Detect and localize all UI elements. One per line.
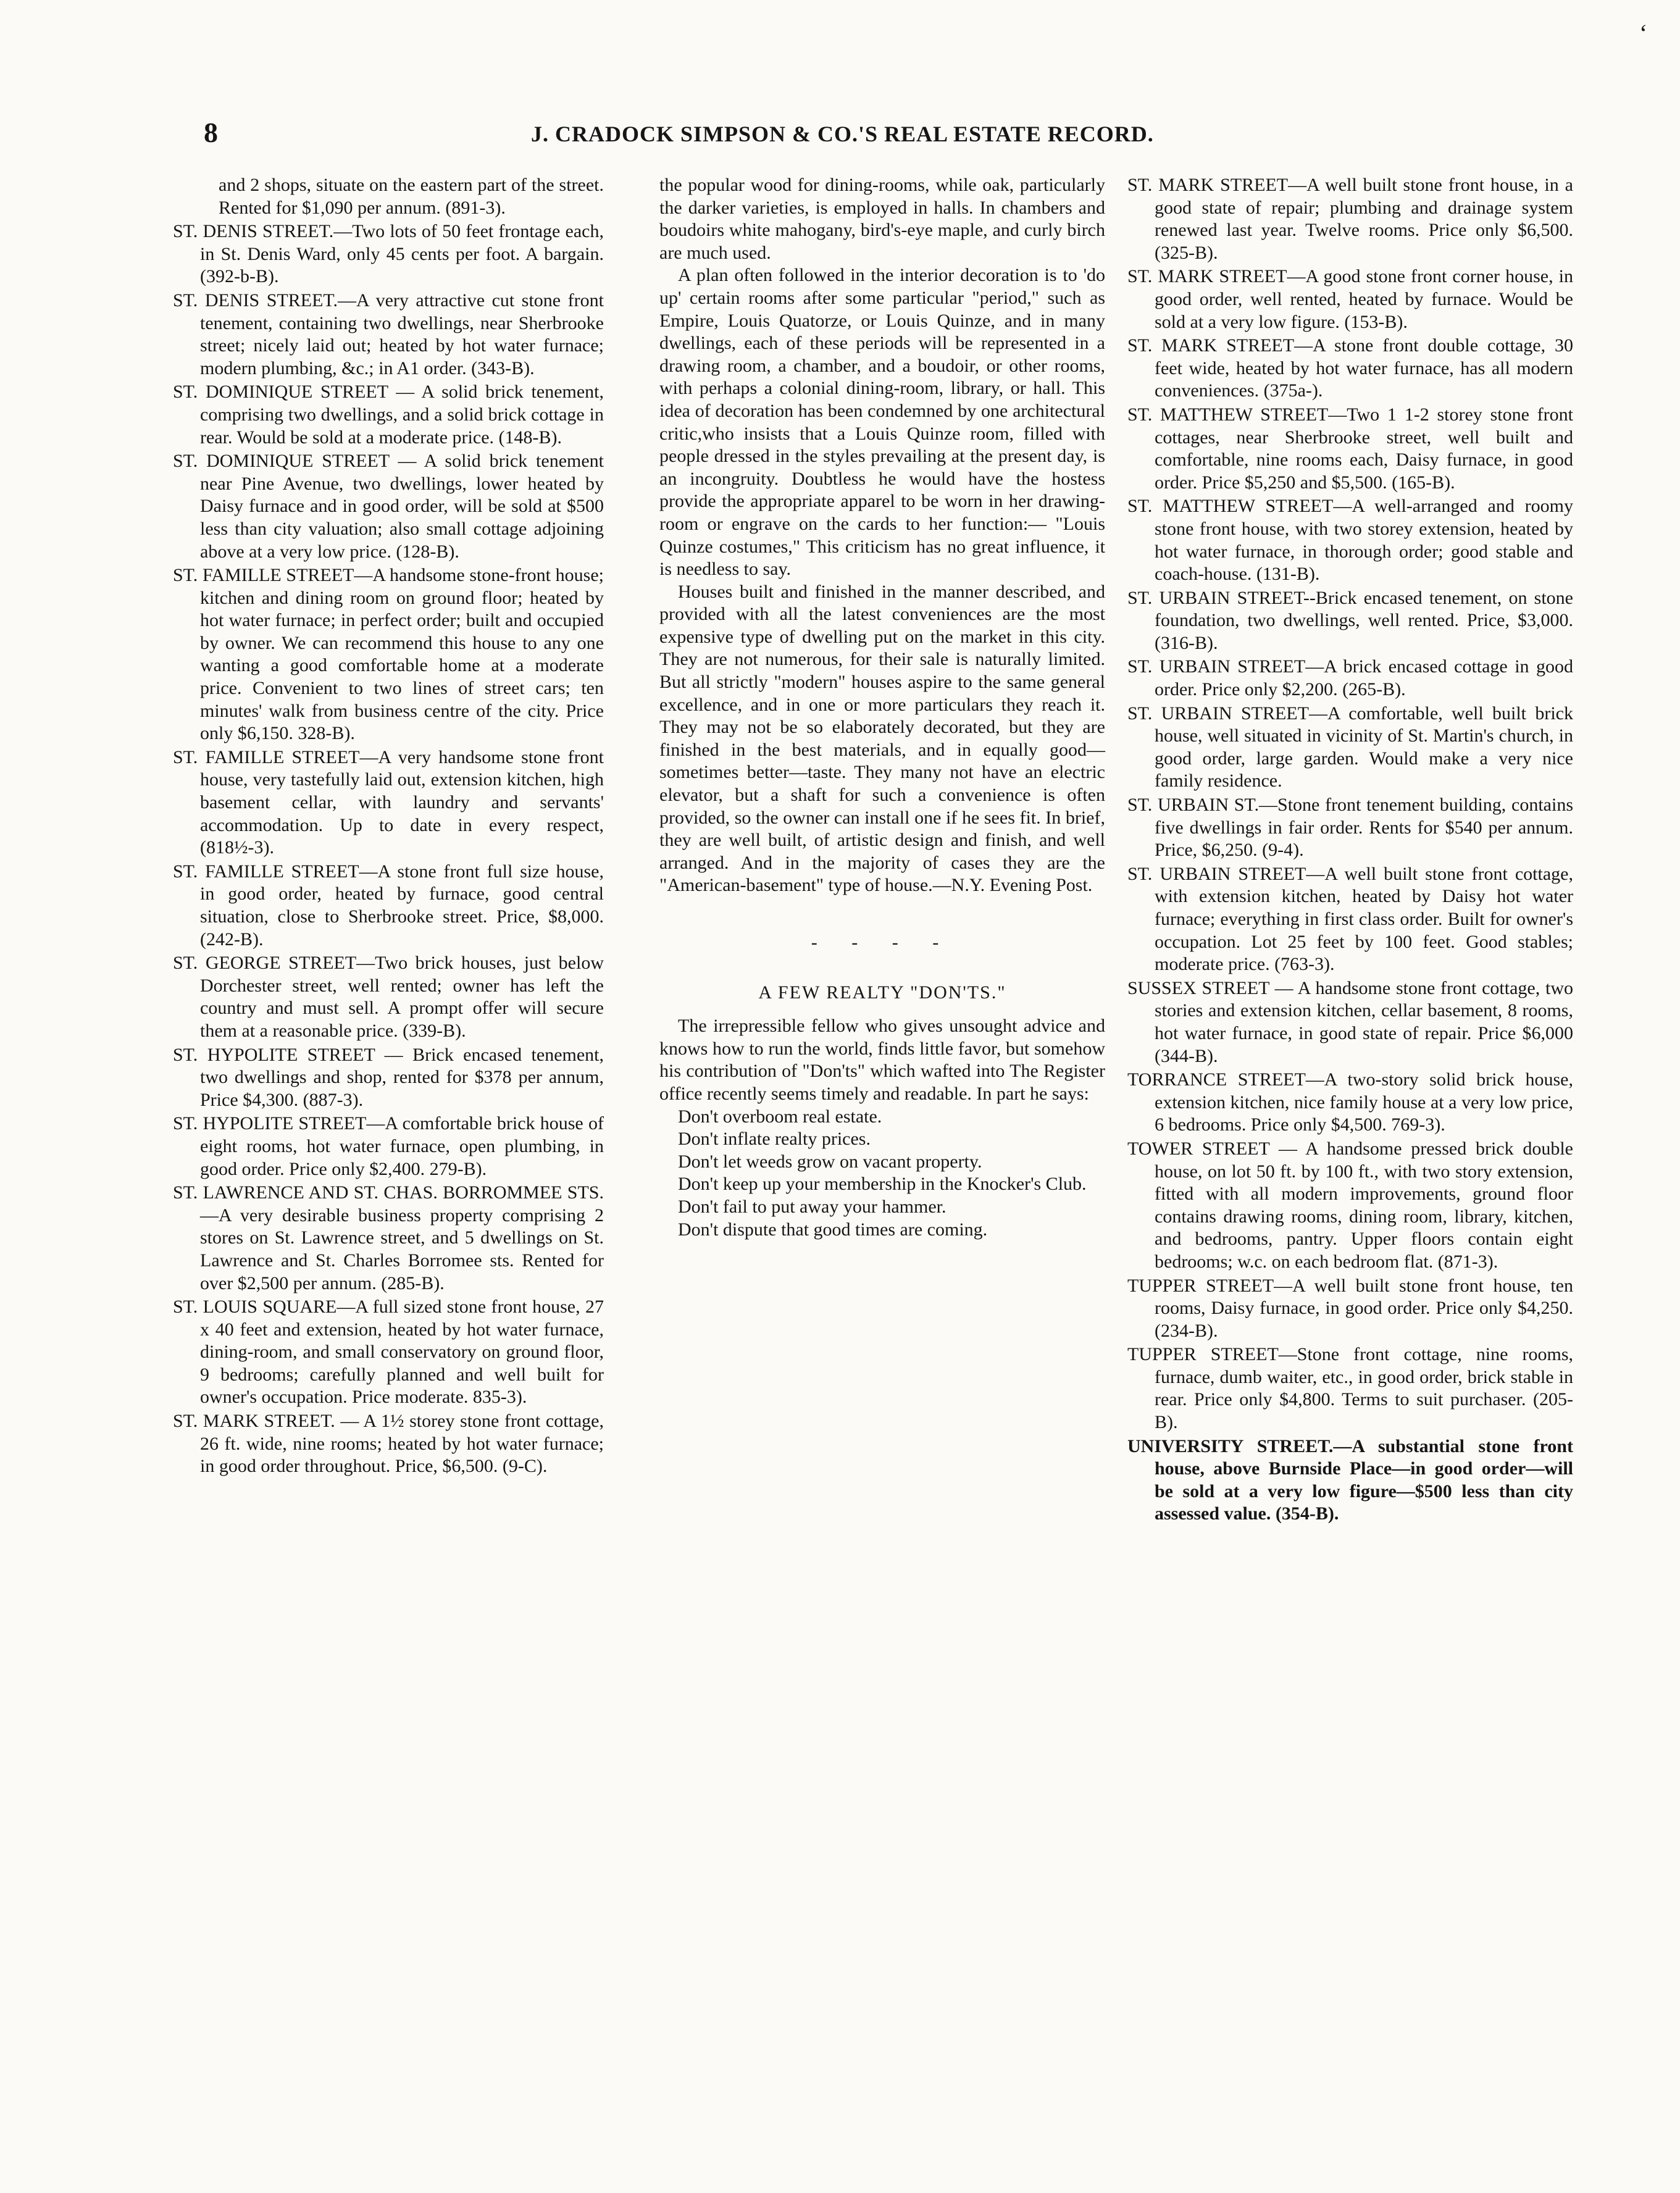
article-paragraph: the popular wood for dining-rooms, while oak, particularly the darker varieties, is employed in halls. In chambers and boudoirs white mahogany, bird's-eye maple, and curly birch are much used. (659, 175, 1105, 263)
listing-entry: ST. URBAIN STREET—A well built stone front cottage, with extension kitchen, heated by Daisy hot water furnace; everything in first class order. Built for owner's occupation. Lot 25 feet by 100 feet. Good stables; moderate price. (763-3). (1127, 863, 1573, 975)
dont-item: Don't overboom real estate. (678, 1106, 882, 1127)
listing-entry: ST. URBAIN STREET—A brick encased cottage in good order. Price only $2,200. (265-B). (1127, 656, 1573, 700)
listing-entry: ST. DOMINIQUE STREET — A solid brick tenement, comprising two dwellings, and a solid brick cottage in rear. Would be sold at a moderate price. (148-B). (173, 382, 604, 448)
listing-entry: ST. MARK STREET. — A 1½ storey stone front cottage, 26 ft. wide, nine rooms; heated by hot water furnace; in good order throughout. Price, $6,500. (9-C). (173, 1411, 604, 1477)
listing-entry: ST. DOMINIQUE STREET — A solid brick tenement near Pine Avenue, two dwellings, lower heated by Daisy furnace and in good order, will be sold at $500 less than city valuation; also small cottage adjoining above at a very low price. (128-B). (173, 451, 604, 562)
listing-entry: ST. FAMILLE STREET—A stone front full size house, in good order, heated by furnace, good central situation, close to Sherbrooke street. Price, $8,000. (242-B). (173, 861, 604, 950)
dont-item: Don't fail to put away your hammer. (678, 1196, 947, 1217)
listing-entry: ST. FAMILLE STREET—A handsome stone-front house; kitchen and dining room on ground floor; heated by hot water furnace; in perfect order; built and occupied by owner. We can recommend this house to any one wanting a good comfortable home at a moderate price. Convenient to two lines of street cars; ten minutes' walk from business centre of the city. Price only $6,150. 328-B). (173, 565, 604, 744)
corner-mark: ‘ (1639, 19, 1648, 47)
listing-entry: ST. LOUIS SQUARE—A full sized stone front house, 27 x 40 feet and extension, heated by hot water furnace, dining-room, and small conservatory on ground floor, 9 bedrooms; carefully planned and well built for owner's occupation. Price moderate. 835-3). (173, 1297, 604, 1408)
listing-entry: ST. DENIS STREET.—Two lots of 50 feet frontage each, in St. Denis Ward, only 45 cents per foot. A bargain. (392-b-B). (173, 221, 604, 287)
listing-entry: TOWER STREET — A handsome pressed brick double house, on lot 50 ft. by 100 ft., with two story extension, fitted with all modern improvements, ground floor contains drawing rooms, dining room, library, kitchen, and bedrooms, pantry. Upper floors contain eight bedrooms; w.c. on each bedroom flat. (871-3). (1127, 1138, 1573, 1272)
listing-entry: ST. GEORGE STREET—Two brick houses, just below Dorchester street, well rented; owner has left the country and must sell. A prompt offer will secure them at a reasonable price. (339-B). (173, 953, 604, 1041)
listing-entry: and 2 shops, situate on the eastern part of the street. Rented for $1,090 per annum. (891-3). (219, 175, 604, 218)
listing-entry: ST. MATTHEW STREET—Two 1 1-2 storey stone front cottages, near Sherbrooke street, well built and comfortable, nine rooms each, Daisy furnace, in good order. Price $5,250 and $5,500. (165-B). (1127, 404, 1573, 493)
page-number: 8 (204, 117, 218, 148)
listing-entry: ST. URBAIN ST.—Stone front tenement building, contains five dwellings in fair order. Rents for $540 per annum. Price, $6,250. (9-4). (1127, 795, 1573, 861)
listing-entry: ST. URBAIN STREET--Brick encased tenement, on stone foundation, two dwellings, well rented. Price, $3,000. (316-B). (1127, 587, 1573, 653)
listing-entry: TORRANCE STREET—A two-story solid brick house, extension kitchen, nice family house at a very low price, 6 bedrooms. Price only $4,500. 769-3). (1127, 1069, 1573, 1135)
dont-item: Don't dispute that good times are coming. (678, 1219, 988, 1240)
listing-entry: ST. HYPOLITE STREET — Brick encased tenement, two dwellings and shop, rented for $378 per annum, Price $4,300. (887-3). (173, 1044, 604, 1110)
column-middle (659, 174, 1105, 1241)
listing-entry: TUPPER STREET—Stone front cottage, nine rooms, furnace, dumb waiter, etc., in good order, brick stable in rear. Price only $4,800. Terms to suit purchaser. (205-B). (1127, 1344, 1573, 1433)
article-paragraph: A plan often followed in the interior decoration is to 'do up' certain rooms after some particular "period," such as Empire, Louis Quatorze, or Louis Quinze, and in many dwellings, each of these periods will be represented in a drawing room, a chamber, and a boudoir, or other rooms, with perhaps a colonial dining-room, library, or hall. This idea of decoration has been condemned by one architectural critic,who insists that a Louis Quinze room, filled with people dressed in the styles prevailing at the present day, is an incongruity. Doubtless he would have the hostess provide the appropriate apparel to be worn in her drawing-room or engrave on the cards to her function:— "Louis Quinze costumes," This criticism has no great influence, it is needless to say. (659, 265, 1105, 580)
listing-entry: UNIVERSITY STREET.—A substantial stone front house, above Burnside Place—in good order—will be sold at a very low figure—$500 less than city assessed value. (354-B). (1127, 1435, 1573, 1524)
section-divider: - - - - (811, 932, 954, 953)
listing-entry: ST. DENIS STREET.—A very attractive cut stone front tenement, containing two dwellings, near Sherbrooke street; nicely laid out; heated by hot water furnace; modern plumbing, &c.; in A1 order. (343-B). (173, 290, 604, 378)
article-paragraph: The irrepressible fellow who gives unsought advice and knows how to run the world, finds little favor, but somehow his contribution of "Don'ts" which wafted into The Register office recently seems timely and readable. In part he says: (659, 1016, 1105, 1104)
dont-item: Don't let weeds grow on vacant property. (678, 1151, 982, 1172)
column-left (173, 174, 604, 1479)
listing-entry: ST. MARK STREET—A well built stone front house, in a good state of repair; plumbing and drainage system renewed last year. Twelve rooms. Price only $6,500. (325-B). (1127, 175, 1573, 263)
listing-entry: ST. MARK STREET—A good stone front corner house, in good order, well rented, heated by furnace. Would be sold at a very low figure. (153-B). (1127, 266, 1573, 332)
column-right (1127, 174, 1573, 1527)
dont-item: Don't keep up your membership in the Knocker's Club. (678, 1174, 1087, 1195)
section-heading: A FEW REALTY "DON'TS." (758, 982, 1006, 1003)
listing-entry: TUPPER STREET—A well built stone front house, ten rooms, Daisy furnace, in good order. Price only $4,250. (234-B). (1127, 1275, 1573, 1341)
article-paragraph: Houses built and finished in the manner described, and provided with all the latest conveniences are the most expensive type of dwelling put on the market in this city. They are not numerous, for their sale is naturally limited. But all strictly "modern" houses aspire to the same general excellence, and in one or more particulars they reach it. They may not be so elaborately decorated, but they are finished in the best materials, and in equally good—sometimes better—taste. They many not have an electric elevator, but a shaft for such a convenience is often provided, so the owner can install one if he sees fit. In brief, they are well built, of artistic design and finish, and well arranged. And in the majority of cases they are the "American-basement" type of house.—N.Y. Evening Post. (659, 581, 1105, 896)
listing-entry: ST. MATTHEW STREET—A well-arranged and roomy stone front house, with two storey extension, heated by hot water furnace, in thorough order; good stable and coach-house. (131-B). (1127, 496, 1573, 585)
listing-entry: ST. URBAIN STREET—A comfortable, well built brick house, well situated in vicinity of St. Martin's church, in good order, large garden. Would make a very nice family residence. (1127, 703, 1573, 792)
dont-item: Don't inflate realty prices. (678, 1129, 871, 1150)
listing-entry: ST. LAWRENCE AND ST. CHAS. BORROMMEE STS.—A very desirable business property comprising 2 stores on St. Lawrence street, and 5 dwellings on St. Lawrence and St. Charles Borromee sts. Rented for over $2,500 per annum. (285-B). (173, 1182, 604, 1293)
listing-entry: ST. MARK STREET—A stone front double cottage, 30 feet wide, heated by hot water furnace, has all modern conveniences. (375a-). (1127, 335, 1573, 401)
listing-entry: SUSSEX STREET — A handsome stone front cottage, two stories and extension kitchen, cellar basement, 8 rooms, hot water furnace, in good state of repair. Price $6,000 (344-B). (1127, 977, 1573, 1066)
listing-entry: ST. HYPOLITE STREET—A comfortable brick house of eight rooms, hot water furnace, open plumbing, in good order. Price only $2,400. 279-B). (173, 1113, 604, 1179)
running-head: J. CRADOCK SIMPSON & CO.'S REAL ESTATE RECORD. (531, 122, 1154, 146)
listing-entry: ST. FAMILLE STREET—A very handsome stone front house, very tastefully laid out, extension kitchen, high basement cellar, with laundry and servants' accommodation. Up to date in every respect, (818½-3). (173, 746, 604, 858)
